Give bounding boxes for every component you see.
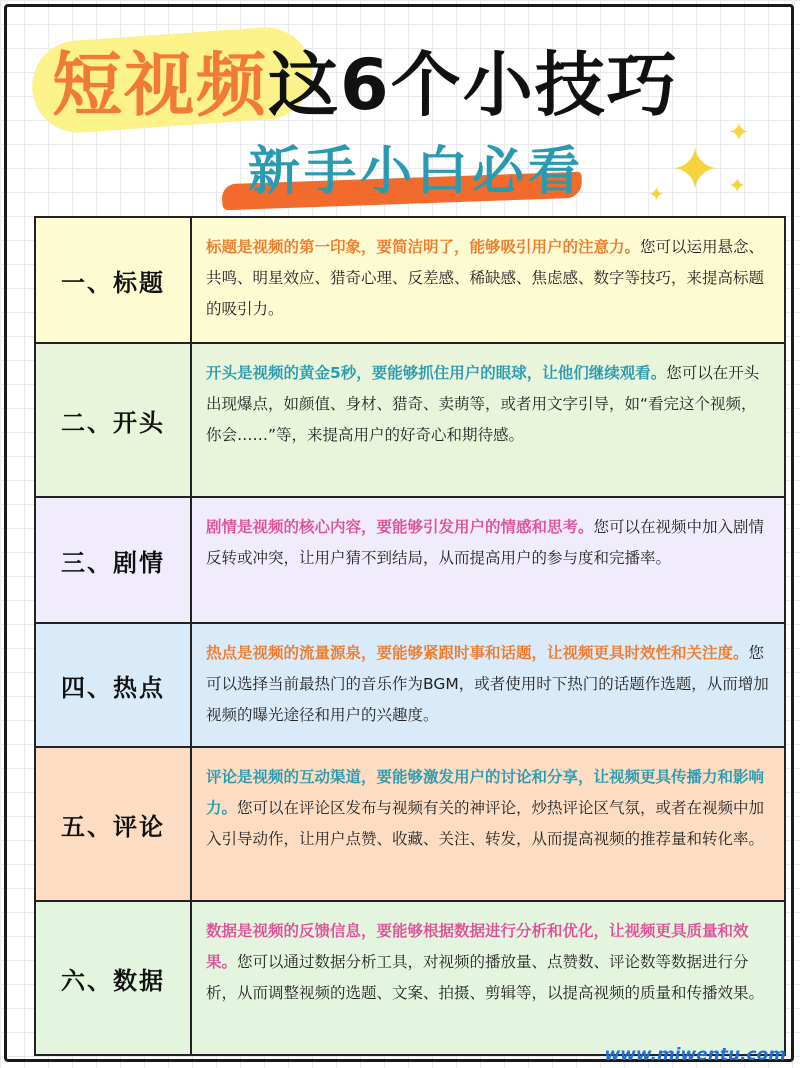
sparkle-icon: ✦ — [728, 174, 747, 199]
tip-heading: 二、开头 — [36, 344, 192, 496]
tip-lead: 评论是视频的互动渠道，要能够激发用户的讨论和分享，让视频更具传播力和影响力。 — [206, 768, 765, 817]
tip-heading: 四、热点 — [36, 624, 192, 746]
title-highlight: 短视频 — [52, 44, 268, 126]
tip-lead: 开头是视频的黄金5秒，要能够抓住用户的眼球，让他们继续观看。 — [206, 364, 667, 382]
tip-row-opening — [36, 344, 784, 498]
tip-body — [192, 344, 784, 496]
tip-text: 您可以在开头出现爆点，如颜值、身材、猎奇、卖萌等，或者用文字引导，如“看完这个视频，你会……”等，来提高用户的好奇心和期待感。 — [206, 364, 760, 444]
tip-body — [192, 902, 784, 1054]
tip-body — [192, 498, 784, 622]
page-subtitle: 新手小白必看 — [248, 142, 585, 202]
tip-row-trending — [36, 624, 784, 748]
tip-text: 您可以在视频中加入剧情反转或冲突，让用户猜不到结局，从而提高用户的参与度和完播率。 — [206, 518, 765, 567]
title-area — [0, 30, 800, 140]
title-rest: 这6个小技巧 — [268, 44, 679, 126]
watermark: www.miwentu.com — [604, 1045, 786, 1065]
tip-heading: 一、标题 — [36, 218, 192, 342]
tips-table — [34, 216, 786, 1056]
tip-row-title — [36, 218, 784, 344]
tip-body — [192, 218, 784, 342]
tip-lead: 剧情是视频的核心内容，要能够引发用户的情感和思考。 — [206, 518, 594, 536]
tip-lead: 数据是视频的反馈信息，要能够根据数据进行分析和优化，让视频更具质量和效果。 — [206, 922, 749, 971]
sparkle-icon: ✦ — [648, 182, 665, 206]
sparkle-icon: ✦ — [728, 118, 750, 148]
tip-row-comments — [36, 748, 784, 902]
tip-text: 您可以在评论区发布与视频有关的神评论，炒热评论区气氛，或者在视频中加入引导动作，让用户点赞、收藏、关注、转发，从而提高视频的推荐量和转化率。 — [206, 799, 765, 848]
tip-text: 您可以运用悬念、共鸣、明星效应、猎奇心理、反差感、稀缺感、焦虑感、数字等技巧，来提高标题的吸引力。 — [206, 238, 765, 318]
tip-row-data — [36, 902, 784, 1054]
tip-row-plot — [36, 498, 784, 624]
tip-lead: 热点是视频的流量源泉，要能够紧跟时事和话题，让视频更具时效性和关注度。 — [206, 644, 749, 662]
sparkle-icon: ✦ — [670, 135, 721, 205]
tip-heading: 三、剧情 — [36, 498, 192, 622]
tip-text: 您可以选择当前最热门的音乐作为BGM，或者使用时下热门的话题作选题，从而增加视频的曝光途径和用户的兴趣度。 — [206, 644, 769, 724]
tip-body — [192, 624, 784, 746]
tip-lead: 标题是视频的第一印象，要简洁明了，能够吸引用户的注意力。 — [206, 238, 641, 256]
page-title — [52, 40, 679, 130]
tip-heading: 六、数据 — [36, 902, 192, 1054]
tip-text: 您可以通过数据分析工具，对视频的播放量、点赞数、评论数等数据进行分析，从而调整视频的选题、文案、拍摄、剪辑等，以提高视频的质量和传播效果。 — [206, 953, 765, 1002]
tip-heading: 五、评论 — [36, 748, 192, 900]
tip-body — [192, 748, 784, 900]
